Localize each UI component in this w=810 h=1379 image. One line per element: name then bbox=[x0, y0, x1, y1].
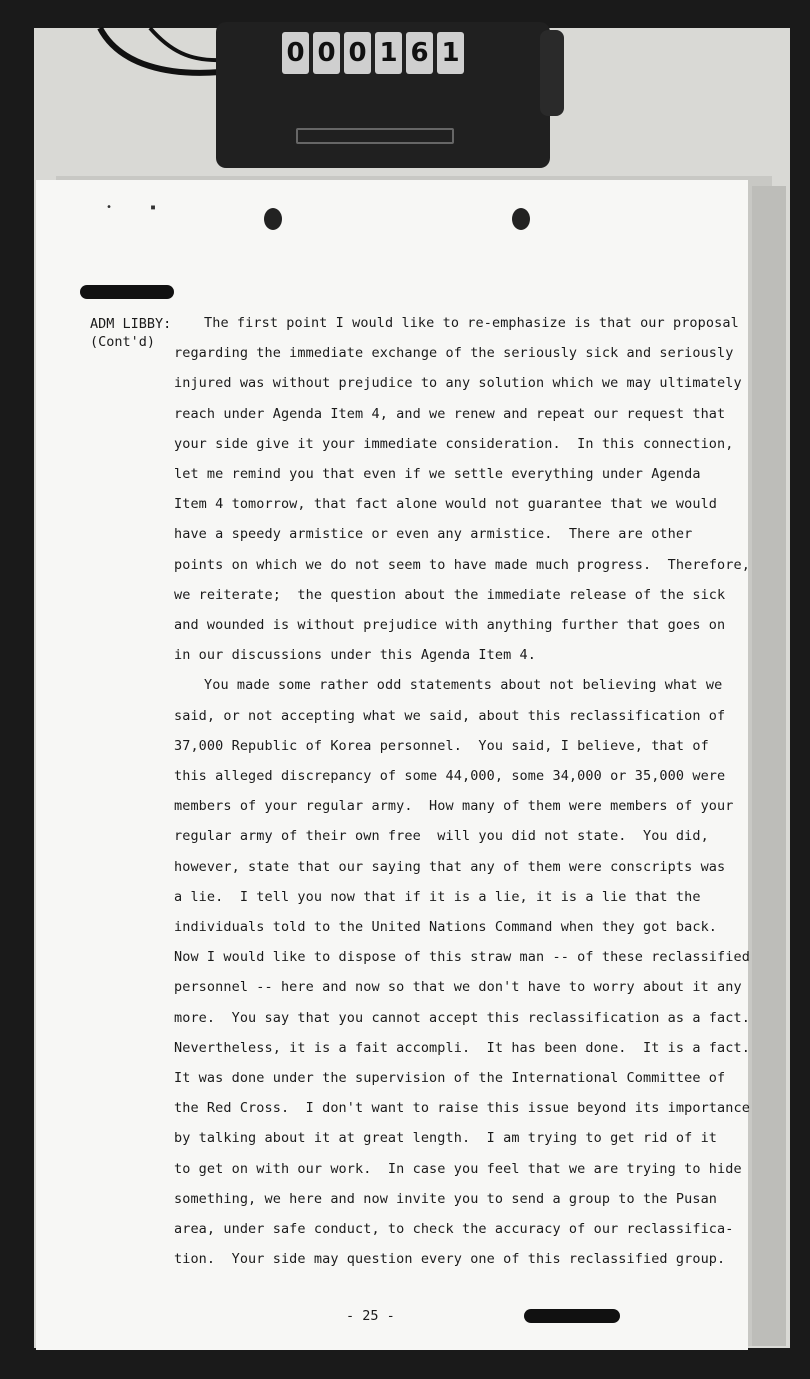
transcript-line: your side give it your immediate consideration. In this connection, bbox=[174, 435, 734, 452]
counter-digit: 1 bbox=[437, 32, 464, 74]
transcript-line: a lie. I tell you now that if it is a lie, it is a lie that the bbox=[174, 888, 701, 905]
counter-digit: 0 bbox=[313, 32, 340, 74]
transcript-line: said, or not accepting what we said, about this reclassification of bbox=[174, 707, 726, 724]
transcript-line: regarding the immediate exchange of the seriously sick and seriously bbox=[174, 345, 734, 362]
transcript-line: personnel -- here and now so that we don't have to worry about it any bbox=[174, 979, 742, 996]
transcript-line: injured was without prejudice to any solution which we may ultimately bbox=[174, 375, 742, 392]
transcript-line: let me remind you that even if we settle everything under Agenda bbox=[174, 466, 701, 482]
transcript-line: points on which we do not seem to have made much progress. Therefore, bbox=[174, 556, 750, 573]
punch-hole bbox=[512, 208, 530, 230]
punch-hole bbox=[264, 208, 282, 230]
transcript-line: more. You say that you cannot accept this reclassification as a fact. bbox=[174, 1009, 750, 1026]
transcript-line: area, under safe conduct, to check the accuracy of our reclassifica- bbox=[174, 1221, 734, 1237]
transcript-line: It was done under the supervision of the International Committee of bbox=[174, 1070, 726, 1086]
transcript-line: individuals told to the United Nations Command when they got back. bbox=[174, 919, 718, 935]
transcript-line: 37,000 Republic of Korea personnel. You said, I believe, that of bbox=[174, 737, 709, 754]
transcript-line: in our discussions under this Agenda Item 4. bbox=[174, 647, 537, 664]
transcript-line: regular army of their own free will you did not state. You did, bbox=[174, 828, 709, 845]
speaker-label: ADM LIBBY: (Cont'd) bbox=[90, 316, 172, 350]
transcript-line: members of your regular army. How many of them were members of your bbox=[174, 798, 734, 815]
speck-mark: • bbox=[106, 202, 113, 213]
transcript-line: we reiterate; the question about the immediate release of the sick bbox=[174, 586, 726, 603]
transcript-line: tion. Your side may question every one of this reclassified group. bbox=[174, 1251, 726, 1268]
transcript-line: reach under Agenda Item 4, and we renew and repeat our request that bbox=[174, 405, 726, 422]
page-edge bbox=[752, 186, 786, 1346]
transcript-line: something, we here and now invite you to send a group to the Pusan bbox=[174, 1190, 718, 1207]
transcript-line: by talking about it at great length. I am trying to get rid of it bbox=[174, 1130, 718, 1147]
transcript-line: however, state that our saying that any of them were conscripts was bbox=[174, 858, 726, 875]
transcript-line: Item 4 tomorrow, that fact alone would not guarantee that we would bbox=[174, 496, 718, 513]
counter-slot bbox=[296, 128, 454, 144]
counter-digit: 1 bbox=[375, 32, 402, 74]
counter-knob bbox=[540, 30, 564, 116]
counter-digits bbox=[282, 32, 464, 78]
transcript-line: this alleged discrepancy of some 44,000, some 34,000 or 35,000 were bbox=[174, 768, 726, 784]
transcript-line: Nevertheless, it is a fait accompli. It has been done. It is a fact. bbox=[174, 1039, 750, 1056]
counter-digit: 0 bbox=[282, 32, 309, 74]
page-number: - 25 - bbox=[346, 1308, 395, 1324]
redaction-bar bbox=[524, 1309, 620, 1323]
document-page bbox=[36, 180, 748, 1350]
counter-digit: 0 bbox=[344, 32, 371, 74]
redaction-bar bbox=[80, 285, 174, 299]
transcript-line: Now I would like to dispose of this straw man -- of these reclassified bbox=[174, 949, 750, 966]
transcript-line: The first point I would like to re-emphasize is that our proposal bbox=[204, 315, 739, 331]
counter-cable bbox=[90, 26, 230, 86]
speck-mark: ▪ bbox=[150, 202, 157, 213]
transcript-line: the Red Cross. I don't want to raise this issue beyond its importance bbox=[174, 1100, 750, 1117]
transcript-line: to get on with our work. In case you feel that we are trying to hide bbox=[174, 1160, 742, 1177]
frame-counter bbox=[216, 22, 550, 168]
transcript-line: have a speedy armistice or even any armistice. There are other bbox=[174, 526, 693, 543]
transcript-line: and wounded is without prejudice with anything further that goes on bbox=[174, 617, 726, 633]
transcript-line: You made some rather odd statements about not believing what we bbox=[204, 677, 723, 694]
counter-digit: 6 bbox=[406, 32, 433, 74]
